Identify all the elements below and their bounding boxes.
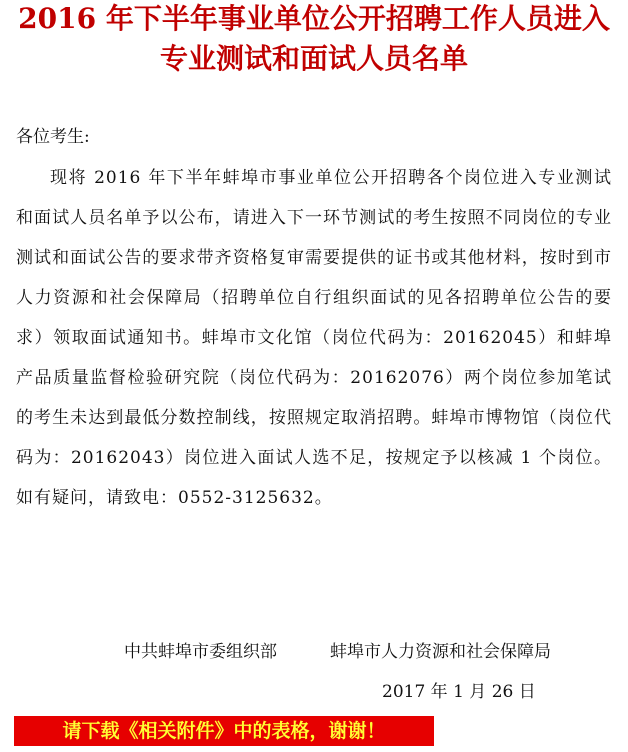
salutation: 各位考生: bbox=[16, 127, 90, 147]
document-title-line-1: 2016 年下半年事业单位公开招聘工作人员进入 bbox=[18, 2, 610, 35]
document-title-line-2: 专业测试和面试人员名单 bbox=[159, 42, 468, 75]
document-date: 2017 年 1 月 26 日 bbox=[382, 682, 536, 702]
notice-body-paragraph: 现将 2016 年下半年蚌埠市事业单位公开招聘各个岗位进入专业测试和面试人员名单予以公布，请进入下一环节测试的考生按照不同岗位的专业测试和面试公告的要求带齐资格复审需要提供的证书或其他材料，按时到市人力资源和社会保障局（招聘单位自行组织面试的见各招聘单位公告的要求）领取面试通知书。蚌埠市文化馆（岗位代码为：20162045）和蚌埠产品质量监督检验研究院（岗位代码为：20162076）两个岗位参加笔试的考生未达到最低分数控制线，按照规定取消招聘。蚌埠市博物馆（岗位代码为：20162043）岗位进入面试人选不足，按规定予以核减 1 个岗位。如有疑问，请致电：0552-3125632。 bbox=[16, 168, 612, 508]
download-attachment-banner: 请下载《相关附件》中的表格，谢谢！ bbox=[14, 716, 434, 746]
signature-organization-party-committee: 中共蚌埠市委组织部 bbox=[124, 642, 277, 662]
signature-organization-hr-bureau: 蚌埠市人力资源和社会保障局 bbox=[330, 642, 551, 662]
